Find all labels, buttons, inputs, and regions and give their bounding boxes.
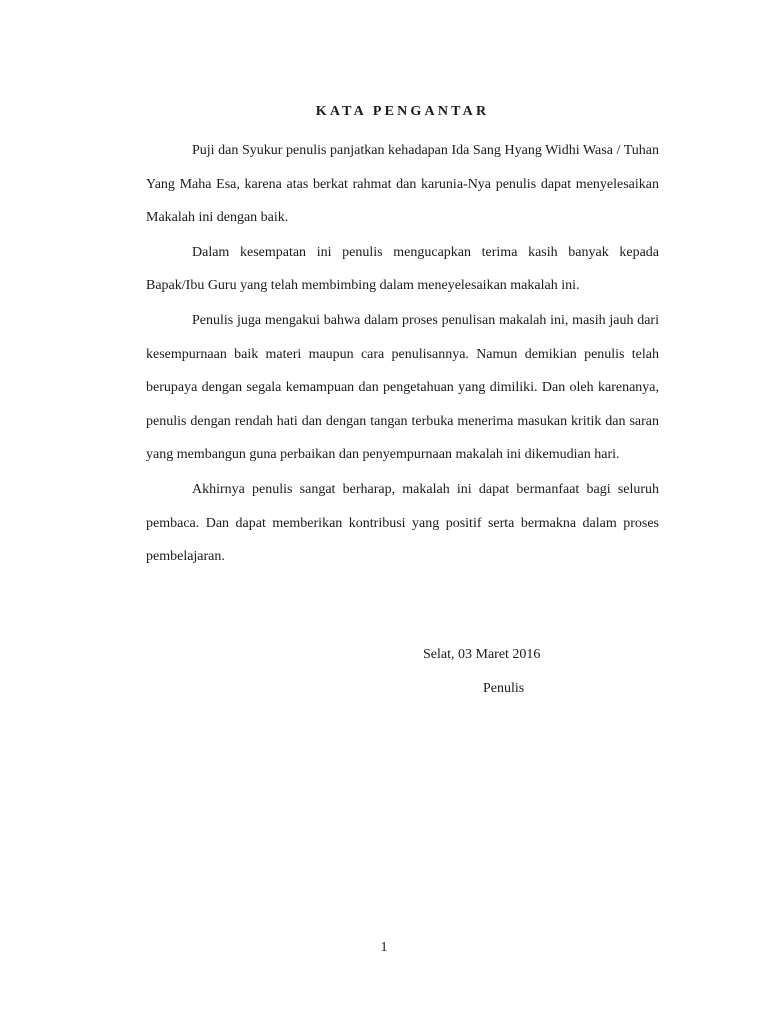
signature-author: Penulis xyxy=(483,681,525,696)
paragraph-3: Penulis juga mengakui bahwa dalam proses penulisan makalah ini, masih jauh dari kesempurnaan baik materi maupun cara penulisannya. Namun demikian penulis telah berupaya dengan segala kemampuan dan pengetahuan yang dimiliki. Dan oleh karenanya, penulis dengan rendah hati dan dengan tangan terbuka menerima masukan kritik dan saran yang membangun guna perbaikan dan penyempurnaan makalah ini dikemudian hari. xyxy=(146,313,659,463)
page-number: 1 xyxy=(380,940,388,955)
page-title: KATA PENGANTAR xyxy=(315,104,490,119)
signature-place-date: Selat, 03 Maret 2016 xyxy=(423,647,541,662)
paragraph-4: Akhirnya penulis sangat berharap, makalah ini dapat bermanfaat bagi seluruh pembaca. Dan dapat memberikan kontribusi yang positif serta bermakna dalam proses pembelajaran. xyxy=(146,482,659,565)
signature-block xyxy=(423,638,663,706)
document-body xyxy=(146,134,659,575)
paragraph-1: Puji dan Syukur penulis panjatkan kehadapan Ida Sang Hyang Widhi Wasa / Tuhan Yang Maha Esa, karena atas berkat rahmat dan karunia-Nya penulis dapat menyelesaikan Makalah ini dengan baik. xyxy=(146,143,659,225)
paragraph-2: Dalam kesempatan ini penulis mengucapkan terima kasih banyak kepada Bapak/Ibu Guru yang telah membimbing dalam meneyelesaikan makalah ini. xyxy=(146,244,659,294)
